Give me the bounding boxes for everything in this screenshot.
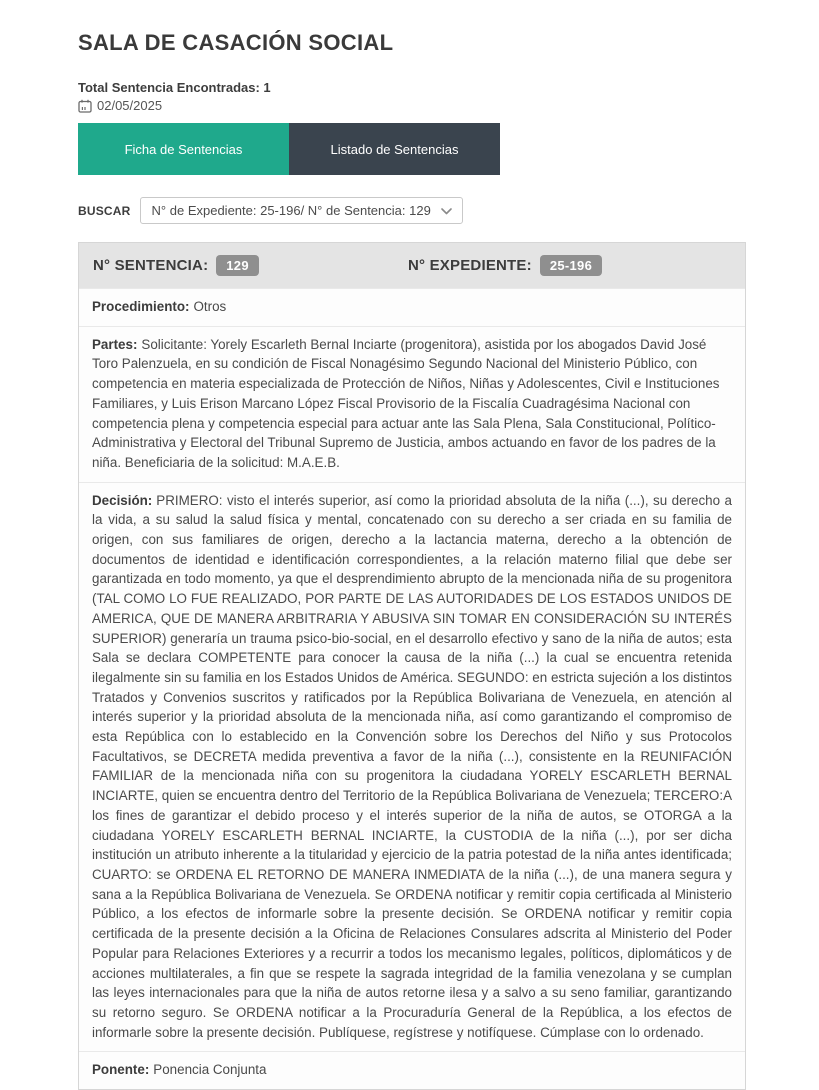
field-label: Partes: bbox=[92, 336, 138, 352]
field-value: Solicitante: Yorely Escarleth Bernal Inciarte (progenitora), asistida por los abogados David José Toro Palenzuela, en su condición de Fiscal Nonagésimo Segundo Nacional del Ministerio Público, con competencia en materia especializada de Protección de Niños, Niñas y Adolescentes, Civil e Instituciones Familiares, y Luis Erison Marcano López Fiscal Provisorio de la Fiscalía Cuadragésima Nacional con competencia plena y competencia especial para actuar ante las Sala Plena, Sala Constitucional, Político-Administrativa y Electoral del Tribunal Supremo de Justicia, ambos actuando en favor de los padres de la niña. Beneficiaria de la solicitud: M.A.E.B. bbox=[92, 336, 720, 470]
search-label: BUSCAR bbox=[78, 203, 131, 218]
total-sentences-count: Total Sentencia Encontradas: 1 bbox=[78, 80, 271, 95]
field-label: Procedimiento: bbox=[92, 299, 190, 314]
sentence-card bbox=[78, 242, 746, 1090]
expediente-label: N° EXPEDIENTE: bbox=[408, 257, 532, 274]
tab-listado-de-sentencias[interactable]: Listado de Sentencias bbox=[289, 123, 500, 175]
field-value: Ponencia Conjunta bbox=[153, 1062, 267, 1078]
date-value: 02/05/2025 bbox=[97, 98, 163, 113]
field-label: Ponente: bbox=[92, 1062, 150, 1078]
field-procedimiento bbox=[79, 288, 745, 326]
field-label: Decisión: bbox=[92, 492, 153, 508]
search-bar bbox=[78, 197, 746, 224]
sentence-card-header bbox=[79, 243, 745, 288]
field-decision bbox=[79, 482, 745, 1052]
field-value: Otros bbox=[193, 299, 227, 314]
page-title: SALA DE CASACIÓN SOCIAL bbox=[78, 30, 394, 55]
field-ponente bbox=[79, 1051, 745, 1089]
sentencia-number-badge: 129 bbox=[216, 255, 259, 276]
tab-bar bbox=[78, 123, 500, 175]
calendar-icon bbox=[78, 99, 92, 113]
chevron-down-icon bbox=[441, 208, 452, 215]
search-select[interactable] bbox=[140, 197, 463, 224]
search-date bbox=[78, 98, 746, 113]
tab-ficha-de-sentencias[interactable]: Ficha de Sentencias bbox=[78, 123, 289, 175]
field-partes bbox=[79, 326, 745, 482]
expediente-number-badge: 25-196 bbox=[540, 255, 602, 276]
sentencia-label: N° SENTENCIA: bbox=[93, 257, 209, 274]
results-summary bbox=[78, 80, 746, 113]
search-selected-option: N° de Expediente: 25-196/ N° de Sentencia: 129 bbox=[151, 203, 431, 218]
field-value: PRIMERO: visto el interés superior, así como la prioridad absoluta de la niña (...), su derecho a la vida, a su salud la salud física y mental, concatenado con su derecho a ser criada en su familia de origen, con sus familiares de origen, derecho a la lactancia materna, derecho a la obtención de documentos de identidad e identificación correspondientes, a la relación materno filial que debe ser garantizada en todo momento, ya que el desprendimiento abrupto de la mencionada niña de su progenitora (TAL COMO LO FUE REALIZADO, POR PARTE DE LAS AUTORIDADES DE LOS ESTADOS UNIDOS DE AMERICA, QUE DE MANERA ARBITRARIA Y ABUSIVA SIN TOMAR EN CONSIDERACIÓN SU INTERÉS SUPERIOR) generaría un trauma psico-bio-social, en el desarrollo efectivo y sano de la niña de autos; esta Sala se declara COMPETENTE para conocer la causa de la niña (...) la cual se encuentra retenida ilegalmente sin su familia en los Estados Unidos de América. SEGUNDO: en estricta sujeción a los distintos Tratados y Convenios suscritos y ratificados por la República Bolivariana de Venezuela, en atención al interés superior y la prioridad absoluta de la mencionada niña, así como garantizando el compromiso de esta República con lo establecido en la Convención sobre los Derechos del Niño y sus Protocolos Facultativos, se DECRETA medida preventiva a favor de la niña (...), consistente en la REUNIFACIÓN FAMILIAR de la mencionada niña con su progenitora la ciudadana YORELY ESCARLETH BERNAL INCIARTE, quien se encuentra dentro del Territorio de la República Bolivariana de Venezuela; TERCERO:A los fines de garantizar el debido proceso y el interés superior de la niña de autos, se OTORGA a la ciudadana YORELY ESCARLETH BERNAL INCIARTE, la CUSTODIA de la niña (...), por ser dicha institución un atributo inherente a la titularidad y ejercicio de la patria potestad de la niña antes identificada; CUARTO: se ORDENA EL RETORNO DE MANERA INMEDIATA de la niña (...), de una manera segura y sana a la República Bolivariana de Venezuela. Se ORDENA notificar y remitir copia certificada al Ministerio Público, a los efectos de informarle sobre la presente decisión. Se ORDENA notificar y remitir copia certificada de la presente decisión a la Oficina de Relaciones Consulares adscrita al Ministerio del Poder Popular para Relaciones Exteriores y a recurrir a todos los mecanismo legales, políticos, diplomáticos y de acciones multilaterales, a fin que se respete la sagrada integridad de la familia venezolana y se cumplan las leyes internacionales para que la niña de autos retorne ilesa y a salvo a su seno familiar, garantizando su retorno seguro. Se ORDENA notificar a la Procuraduría General de la República, a los efectos de informarle sobre la presente decisión. Publíquese, regístrese y notifíquese. Cúmplase con lo ordenado. bbox=[92, 492, 732, 1040]
